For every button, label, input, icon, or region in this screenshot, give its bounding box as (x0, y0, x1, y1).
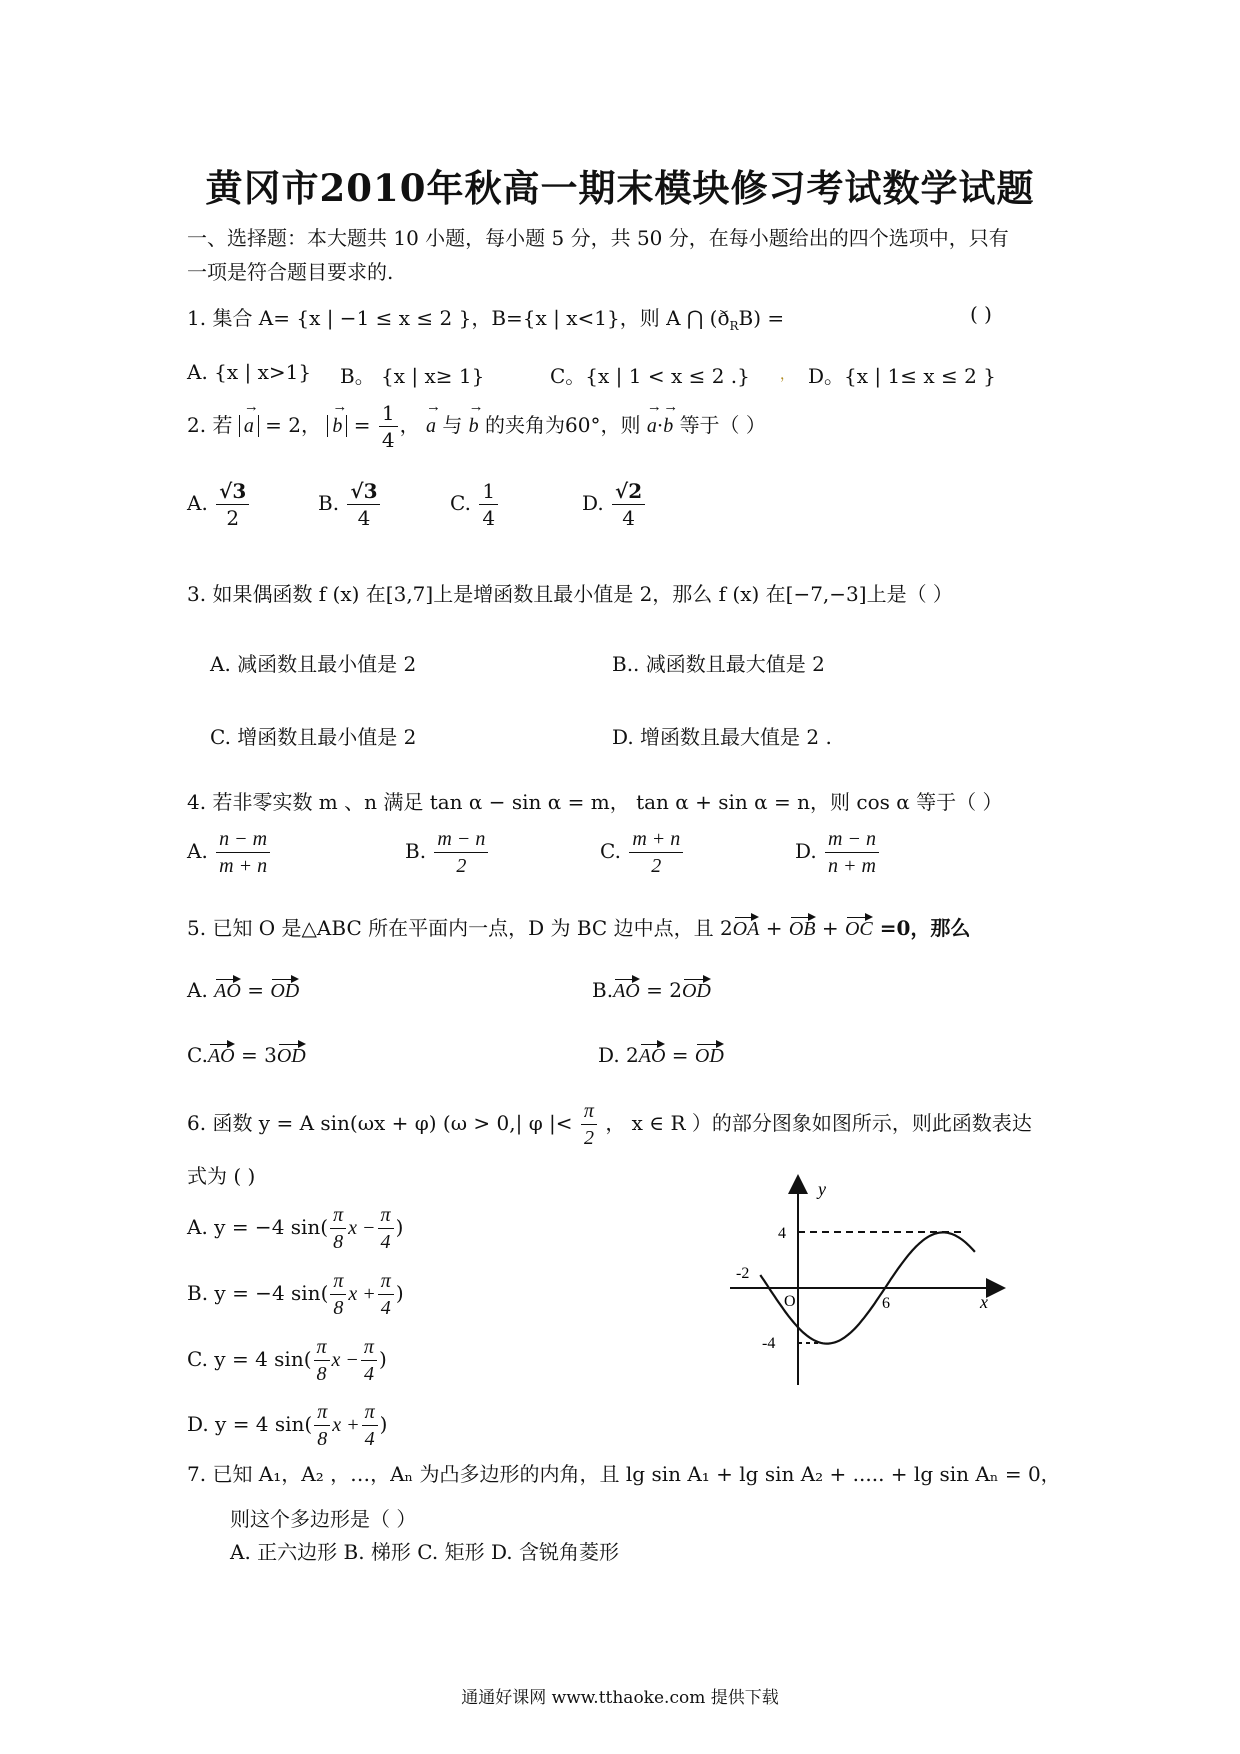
question-3-option-b: B.. 减函数且最大值是 2 (612, 652, 825, 676)
question-4-option-c (600, 826, 685, 879)
question-6-frac (581, 1098, 597, 1151)
frac-den: 2 (583, 1127, 594, 1149)
vector-b-2: → b (469, 415, 479, 438)
question-6-stem (187, 1098, 1032, 1151)
option-frac (362, 1399, 378, 1452)
magnitude-b (327, 415, 347, 437)
equals: = 3 (234, 1043, 277, 1067)
question-5-stem-pre: 5. 已知 O 是△ABC 所在平面内一点，D 为 BC 边中点，且 2 (187, 916, 733, 940)
frac-num: √2 (612, 478, 645, 505)
option-label: B. (405, 839, 427, 863)
plus-sign: + (759, 916, 789, 940)
question-6-option-d (187, 1399, 387, 1452)
magnitude-a (239, 415, 259, 437)
y-axis-label: y (818, 1179, 826, 1199)
frac-den: 4 (357, 506, 371, 530)
frac-num: π (581, 1098, 597, 1125)
vector-od: OD (276, 1045, 306, 1067)
question-3-option-d: D. 增函数且最大值是 2 . (612, 725, 832, 749)
frac-num: π (330, 1268, 346, 1295)
frac-den: n + m (828, 855, 876, 877)
question-2-mid: 与 (442, 413, 463, 437)
frac-den: 4 (364, 1428, 375, 1450)
page-title: 黄冈市2010年秋高一期末模块修习考试数学试题 (205, 166, 1035, 210)
option-frac (612, 478, 645, 531)
question-4-option-b (405, 826, 490, 879)
vector-a-3: → a (647, 415, 657, 438)
option-x-op: x + (348, 1283, 376, 1305)
option-frac (361, 1334, 377, 1387)
option-text: C. y = 4 sin( (187, 1347, 312, 1371)
option-label: D. 2 (598, 1043, 639, 1067)
vector-ao: AO (214, 980, 241, 1002)
question-2-eq2: = 2， (265, 413, 322, 437)
option-x-op: x − (331, 1349, 359, 1371)
vector-od: OD (694, 1045, 724, 1067)
option-frac (330, 1202, 346, 1255)
question-2-stem: 2. 若 → a = 2， → b = $\frac{1}{4}$ ， → a 与 → b 的夹角为60°，则 → a·→ b 等于（ ） (187, 400, 766, 453)
option-text: D. y = 4 sin( (187, 1412, 313, 1436)
question-1-answer-paren: ( ) (970, 302, 992, 326)
footer-credit: 通通好课网 www.tthaoke.com 提供下载 (461, 1688, 779, 1708)
question-2-frac (379, 400, 398, 453)
frac-num: π (314, 1399, 330, 1426)
question-4-option-d (795, 826, 881, 879)
question-2-option-b (318, 478, 382, 531)
frac-num: π (378, 1268, 394, 1295)
option-frac (314, 1399, 330, 1452)
tick-label-6: 6 (882, 1295, 890, 1312)
question-4-option-a (187, 826, 272, 879)
question-1-complement-subscript: R (729, 319, 739, 333)
frac-num: m + n (629, 826, 683, 853)
frac-den: 2 (651, 855, 662, 877)
frac-num: π (378, 1202, 394, 1229)
frac-den: 8 (316, 1363, 327, 1385)
question-3-option-c: C. 增函数且最小值是 2 (210, 725, 417, 749)
question-7-stem: 7. 已知 A₁，A₂ ，…，Aₙ 为凸多边形的内角，且 lg sin A₁ + lg sin A₂ + ..... + lg sin Aₙ = 0， (187, 1462, 1061, 1486)
option-label: C. (187, 1043, 208, 1067)
vector-ao: AO (638, 1045, 666, 1067)
question-5-option-c (187, 1043, 306, 1068)
section-header-line1: 一、选择题：本大题共 10 小题，每小题 5 分，共 50 分，在每小题给出的四个选项中，只有 (187, 226, 1009, 250)
vector-od: OD (681, 980, 711, 1002)
question-6-option-c (187, 1334, 387, 1387)
option-frac (216, 826, 270, 879)
frac-num: m − n (825, 826, 879, 853)
question-6-stem-post: ， x ∈ R ）的部分图象如图所示，则此函数表达 (605, 1111, 1032, 1135)
question-7-options: A. 正六边形 B. 梯形 C. 矩形 D. 含锐角菱形 (230, 1540, 619, 1564)
frac-den: 8 (333, 1297, 344, 1319)
close-paren: ) (395, 1215, 404, 1239)
question-1-stem-end: B) = (738, 306, 785, 330)
question-1-option-a: A. {x | x>1} (187, 360, 312, 384)
question-5-option-a (187, 978, 299, 1003)
option-x-op: x − (348, 1217, 376, 1239)
option-frac (629, 826, 683, 879)
question-5-stem (187, 912, 970, 941)
question-2-option-c (450, 478, 500, 531)
question-5-option-b (592, 978, 711, 1003)
frac-den: 4 (380, 1231, 391, 1253)
frac-num: π (330, 1202, 346, 1229)
frac-den: 4 (482, 506, 496, 530)
option-label: C. (450, 491, 471, 515)
question-1-option-d: D。{x | 1≤ x ≤ 2 } (808, 364, 996, 388)
frac-num: π (361, 1334, 377, 1361)
vector-od: OD (270, 980, 300, 1002)
frac-den: 2 (456, 855, 467, 877)
vector-ob: OB (788, 918, 816, 940)
option-label: A. (187, 978, 208, 1002)
question-1-stray-mark: ， (780, 367, 794, 383)
option-x-op: x + (332, 1414, 360, 1436)
vector-a-2: → a (426, 415, 436, 438)
question-6-option-b (187, 1268, 404, 1321)
frac-num: m − n (434, 826, 488, 853)
equals: = (665, 1043, 695, 1067)
question-2-num: 2. 若 (187, 413, 233, 437)
equals: = (240, 978, 271, 1002)
vector-oc: OC (844, 918, 873, 940)
option-frac (479, 478, 498, 531)
tick-label-neg2: -2 (736, 1265, 750, 1282)
vector-ao: AO (613, 980, 640, 1002)
question-1-stem-text: 1. 集合 A= {x | −1 ≤ x ≤ 2 }，B={x | x<1}，则 A ⋂ (ð (187, 306, 730, 330)
option-label: D. (582, 491, 604, 515)
frac-den: 4 (381, 428, 395, 452)
option-label: C. (600, 839, 621, 863)
option-frac (330, 1268, 346, 1321)
question-5-option-d (598, 1043, 724, 1068)
frac-num: π (314, 1334, 330, 1361)
vector-b: → b (332, 415, 342, 438)
question-2-option-a (187, 478, 251, 531)
frac-num: n − m (216, 826, 270, 853)
frac-den: m + n (219, 855, 268, 877)
question-5-stem-post: =0，那么 (872, 916, 971, 940)
frac-den: 8 (317, 1428, 328, 1450)
question-6-stem-2: 式为 ( ) (187, 1164, 256, 1188)
question-2-angle: 的夹角为60°，则 (485, 413, 641, 437)
option-text: B. y = −4 sin( (187, 1281, 329, 1305)
option-label: A. (187, 839, 208, 863)
frac-num: 1 (479, 478, 498, 505)
frac-den: 2 (226, 506, 240, 530)
option-label: D. (795, 839, 817, 863)
frac-num: √3 (347, 478, 380, 505)
vector-a: → a (244, 415, 254, 438)
x-axis-label: x (980, 1292, 988, 1312)
option-label: B. (592, 978, 614, 1002)
close-paren: ) (378, 1347, 387, 1371)
option-label: B. (318, 491, 340, 515)
frac-num: 1 (379, 400, 398, 427)
dot-operator: · (656, 413, 664, 437)
close-paren: ) (395, 1281, 404, 1305)
frac-den: 8 (333, 1231, 344, 1253)
close-paren: ) (379, 1412, 388, 1436)
section-header-line2: 一项是符合题目要求的. (187, 260, 394, 284)
frac-den: 4 (622, 506, 635, 530)
question-1-option-b: B。 {x | x≥ 1} (340, 364, 485, 388)
question-3-stem: 3. 如果偶函数 f (x) 在[3,7]上是增函数且最小值是 2，那么 f (x) 在[−7,−3]上是（ ） (187, 582, 953, 606)
question-4-stem: 4. 若非零实数 m 、n 满足 tan α − sin α = m， tan α + sin α = n，则 cos α 等于（ ） (187, 790, 1003, 814)
vector-b-3: → b (663, 415, 673, 438)
question-6-stem-pre: 6. 函数 y = A sin(ωx + φ) (ω > 0,| φ |< (187, 1111, 573, 1135)
tick-label-4: 4 (778, 1225, 786, 1242)
frac-den: 4 (363, 1363, 374, 1385)
option-text: A. y = −4 sin( (187, 1215, 329, 1239)
option-frac (378, 1268, 394, 1321)
option-frac (314, 1334, 330, 1387)
frac-den: 4 (380, 1297, 391, 1319)
option-label: A. (187, 491, 208, 515)
question-3-option-a: A. 减函数且最小值是 2 (210, 652, 417, 676)
tick-label-neg4: -4 (762, 1335, 776, 1352)
plus-sign: + (815, 916, 845, 940)
frac-num: √3 (216, 478, 249, 505)
question-1-option-c: C。{x | 1 < x ≤ 2 .} (550, 364, 750, 388)
question-6-option-a (187, 1202, 403, 1255)
question-1-stem (187, 302, 784, 333)
equals: = 2 (639, 978, 682, 1002)
sine-graph (710, 1170, 1010, 1390)
origin-label: O (784, 1293, 796, 1310)
option-frac (825, 826, 879, 879)
question-2-option-d (582, 478, 647, 531)
vector-ao: AO (207, 1045, 235, 1067)
vector-oa: OA (732, 918, 760, 940)
frac-num: π (362, 1399, 378, 1426)
option-frac (216, 478, 249, 531)
option-frac (434, 826, 488, 879)
question-7-stem-2: 则这个多边形是（ ） (230, 1507, 417, 1531)
option-frac (347, 478, 380, 531)
option-frac (378, 1202, 394, 1255)
question-2-end: 等于（ ） (679, 413, 766, 437)
